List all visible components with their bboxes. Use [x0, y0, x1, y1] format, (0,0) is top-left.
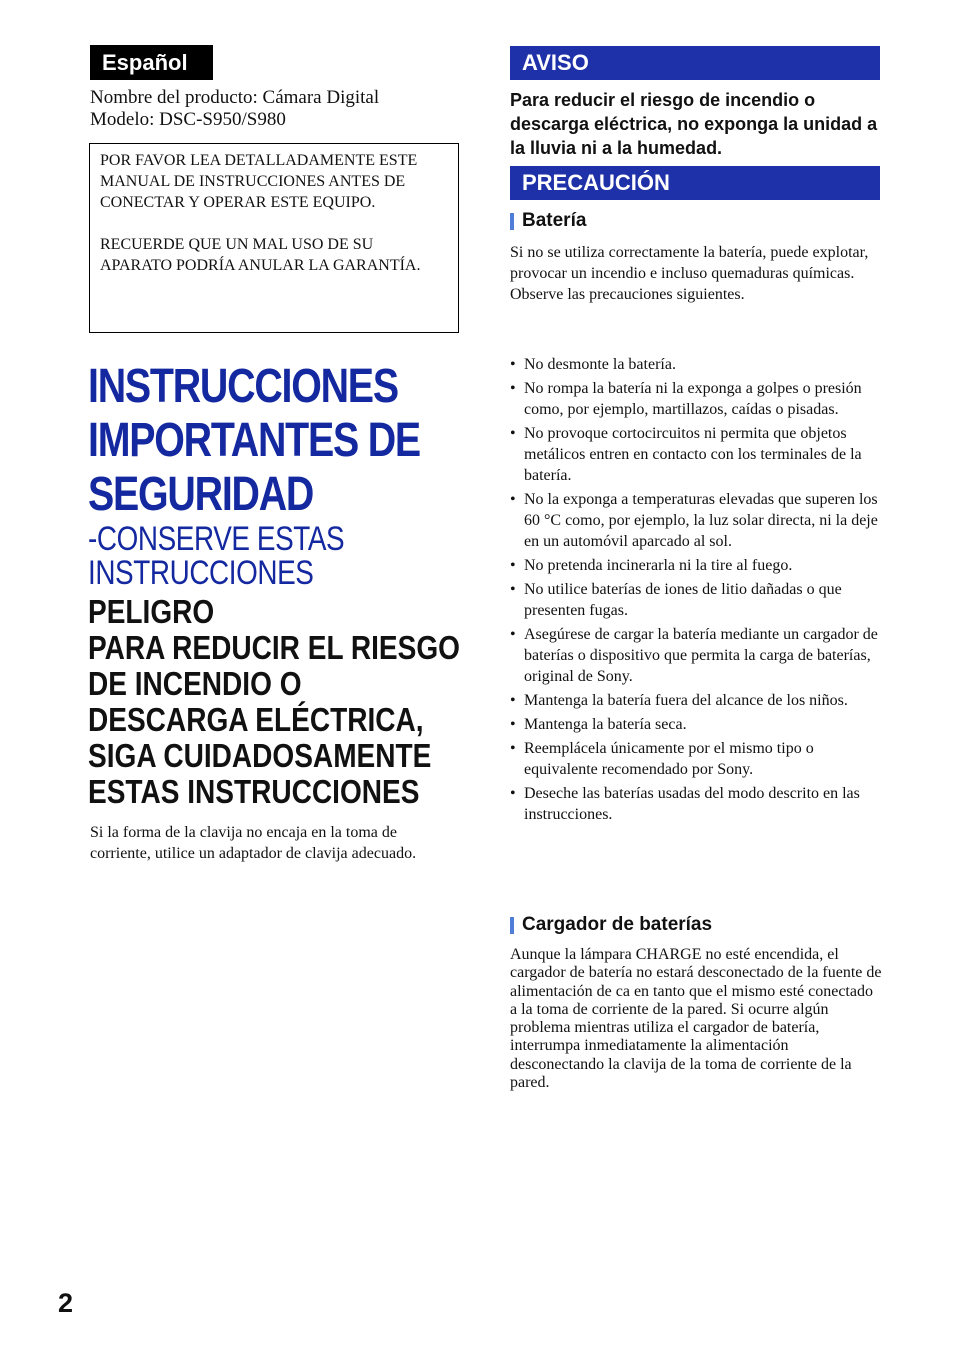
- product-info: [90, 87, 379, 131]
- precaucion-header: PRECAUCIÓN: [510, 166, 880, 200]
- list-item: • No pretenda incinerarla ni la tire al fuego.: [510, 555, 882, 576]
- danger-label: PELIGRO: [88, 593, 215, 630]
- safety-title-block: [88, 360, 468, 810]
- list-item: • No rompa la batería ni la exponga a golpes o presión como, por ejemplo, martillazos, caídas o pisadas.: [510, 378, 882, 420]
- notice-paragraph-read: POR FAVOR LEA DETALLADAMENTE ESTE MANUAL DE INSTRUCCIONES ANTES DE CONECTAR Y OPERAR ESTE EQUIPO.: [100, 152, 418, 211]
- bateria-heading-label: Batería: [522, 210, 587, 231]
- list-item: • Mantenga la batería fuera del alcance de los niños.: [510, 690, 882, 711]
- list-item: • No la exponga a temperaturas elevadas que superen los 60 °C como, por ejemplo, la luz solar directa, ni la deje en un automóvil aparcado al sol.: [510, 489, 882, 552]
- bateria-intro: Si no se utiliza correctamente la batería, puede explotar, provocar un incendio e incluso quemaduras químicas. Observe las precauciones siguientes.: [510, 244, 869, 303]
- list-item: • Reemplácela únicamente por el mismo tipo o equivalente recomendado por Sony.: [510, 738, 882, 780]
- list-item: • No utilice baterías de iones de litio dañadas o que presenten fugas.: [510, 579, 882, 621]
- notice-box: [89, 143, 459, 333]
- list-item: • No provoque cortocircuitos ni permita que objetos metálicos entren en contacto con los terminales de la batería.: [510, 423, 882, 486]
- cargador-text: Aunque la lámpara CHARGE no esté encendida, el cargador de batería no estará desconectado de la fuente de alimentación de ca en tanto que el mismo esté conectado a la toma de corriente de la pared. Si ocurre algún problema mientras utiliza el cargador de batería, interrumpa inmediatamente la alimentación desconectando la clavija de la toma de corriente de la pared.: [510, 946, 882, 1092]
- list-item: • Mantenga la batería seca.: [510, 714, 882, 735]
- aviso-text: Para reducir el riesgo de incendio o descarga eléctrica, no exponga la unidad a la lluvia ni a la humedad.: [510, 90, 878, 158]
- list-item: • Asegúrese de cargar la batería mediante un cargador de baterías o dispositivo que permita la carga de baterías, original de Sony.: [510, 624, 882, 687]
- battery-precautions-list: [510, 354, 882, 828]
- heading-marker-icon: [510, 917, 514, 934]
- page-subtitle: -CONSERVE ESTAS INSTRUCCIONES: [88, 520, 345, 592]
- danger-text: PARA REDUCIR EL RIESGO DE INCENDIO O DESCARGA ELÉCTRICA, SIGA CUIDADOSAMENTE ESTAS INSTRUCCIONES: [88, 629, 460, 810]
- bateria-heading: [510, 209, 586, 233]
- list-item: • Deseche las baterías usadas del modo descrito en las instrucciones.: [510, 783, 882, 825]
- plug-note: Si la forma de la clavija no encaja en la toma de corriente, utilice un adaptador de clavija adecuado.: [90, 824, 417, 862]
- page-number: 2: [58, 1288, 74, 1318]
- language-tab: Español: [90, 45, 213, 80]
- product-model: Modelo: DSC-S950/S980: [90, 109, 286, 130]
- cargador-heading-label: Cargador de baterías: [522, 914, 713, 935]
- cargador-heading: [510, 913, 712, 937]
- product-name: Nombre del producto: Cámara Digital: [90, 87, 380, 108]
- notice-paragraph-warranty: RECUERDE QUE UN MAL USO DE SU APARATO PODRÍA ANULAR LA GARANTÍA.: [100, 236, 421, 274]
- page-title: INSTRUCCIONES IMPORTANTES DE SEGURIDAD: [88, 360, 420, 521]
- heading-marker-icon: [510, 213, 514, 230]
- list-item: • No desmonte la batería.: [510, 354, 882, 375]
- danger-block: [88, 594, 462, 810]
- aviso-header: AVISO: [510, 46, 880, 80]
